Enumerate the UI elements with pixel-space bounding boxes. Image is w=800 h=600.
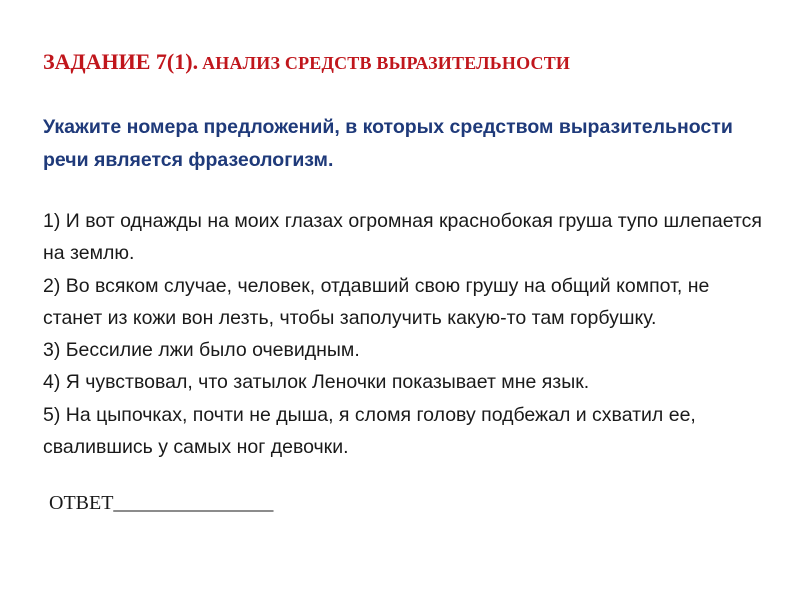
sentence-list bbox=[43, 205, 773, 463]
sentence-5: 5) На цыпочках, почти не дыша, я сломя голову подбежал и схватил ее, свалившись у самых ног девочки. bbox=[43, 403, 696, 459]
answer-line: ОТВЕТ________________ bbox=[49, 492, 274, 514]
sentence-4: 4) Я чувствовал, что затылок Леночки показывает мне язык. bbox=[43, 371, 590, 394]
task-title bbox=[43, 49, 570, 75]
task-title-main: АНАЛИЗ СРЕДСТВ ВЫРАЗИТЕЛЬНОСТИ bbox=[202, 53, 571, 73]
task-instruction: Укажите номера предложений, в которых средством выразительности речи является фразеологизм. bbox=[43, 116, 733, 171]
sentence-2: 2) Во всяком случае, человек, отдавший свою грушу на общий компот, не станет из кожи вон лезть, чтобы заполучить какую-то там горбушку. bbox=[43, 274, 710, 329]
task-title-prefix: ЗАДАНИЕ 7(1). bbox=[43, 49, 199, 74]
sentence-3: 3) Бессилие лжи было очевидным. bbox=[43, 339, 360, 362]
sentence-1: 1) И вот однажды на моих глазах огромная краснобокая груша тупо шлепается на землю. bbox=[43, 210, 762, 265]
